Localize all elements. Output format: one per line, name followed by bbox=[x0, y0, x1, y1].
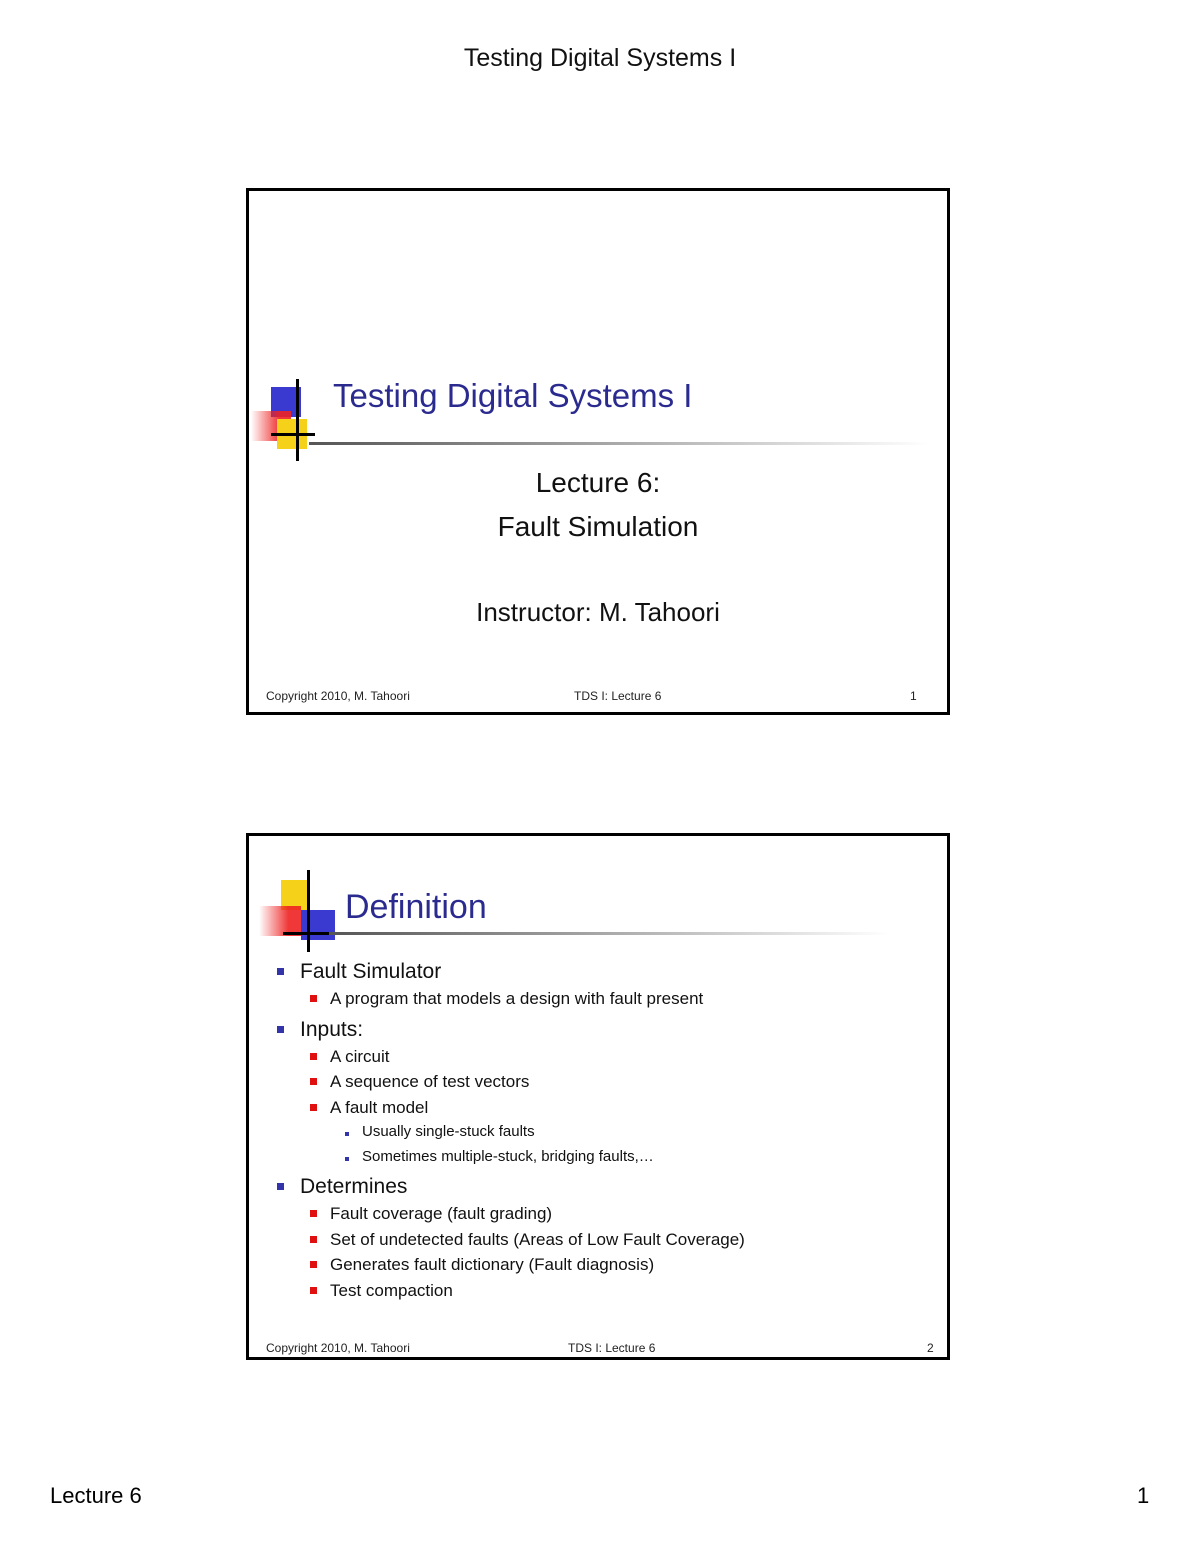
list-item: A sequence of test vectors bbox=[273, 1069, 745, 1095]
list-item: Generates fault dictionary (Fault diagnosis) bbox=[273, 1252, 745, 1278]
slide-logo-icon bbox=[257, 870, 347, 952]
list-item: Usually single-stuck faults bbox=[273, 1120, 745, 1145]
list-item: Fault coverage (fault grading) bbox=[273, 1201, 745, 1227]
list-item: Sometimes multiple-stuck, bridging faults,… bbox=[273, 1145, 745, 1170]
slide-footer-course: TDS I: Lecture 6 bbox=[568, 1341, 656, 1355]
slide-logo-icon bbox=[249, 379, 329, 459]
slide-1 bbox=[246, 188, 950, 715]
list-item: A fault model bbox=[273, 1095, 745, 1121]
page-footer-lecture: Lecture 6 bbox=[50, 1483, 142, 1508]
bullet-list bbox=[273, 958, 745, 1303]
slide-title: Definition bbox=[345, 888, 487, 926]
slide-footer-number: 2 bbox=[927, 1341, 934, 1355]
slide-footer-number: 1 bbox=[910, 689, 917, 703]
lecture-number: Lecture 6: bbox=[535, 467, 661, 498]
lecture-topic: Fault Simulation bbox=[497, 511, 699, 542]
instructor-name: Instructor: M. Tahoori bbox=[476, 597, 720, 627]
slide-footer-copyright: Copyright 2010, M. Tahoori bbox=[266, 689, 410, 703]
list-item: Inputs: bbox=[273, 1016, 745, 1044]
slide-title: Testing Digital Systems I bbox=[333, 377, 693, 414]
list-item: A circuit bbox=[273, 1044, 745, 1070]
slide-footer-course: TDS I: Lecture 6 bbox=[574, 689, 662, 703]
slide-2 bbox=[246, 833, 950, 1360]
list-item: Test compaction bbox=[273, 1278, 745, 1304]
list-item: Set of undetected faults (Areas of Low Fault Coverage) bbox=[273, 1227, 745, 1253]
title-underline bbox=[329, 932, 889, 935]
list-item: Determines bbox=[273, 1173, 745, 1201]
title-underline bbox=[309, 442, 929, 445]
page-number: 1 bbox=[1137, 1483, 1150, 1508]
page-header-title: Testing Digital Systems I bbox=[463, 44, 737, 72]
slide-footer-copyright: Copyright 2010, M. Tahoori bbox=[266, 1341, 410, 1355]
list-item: A program that models a design with fault present bbox=[273, 986, 745, 1012]
list-item: Fault Simulator bbox=[273, 958, 745, 986]
